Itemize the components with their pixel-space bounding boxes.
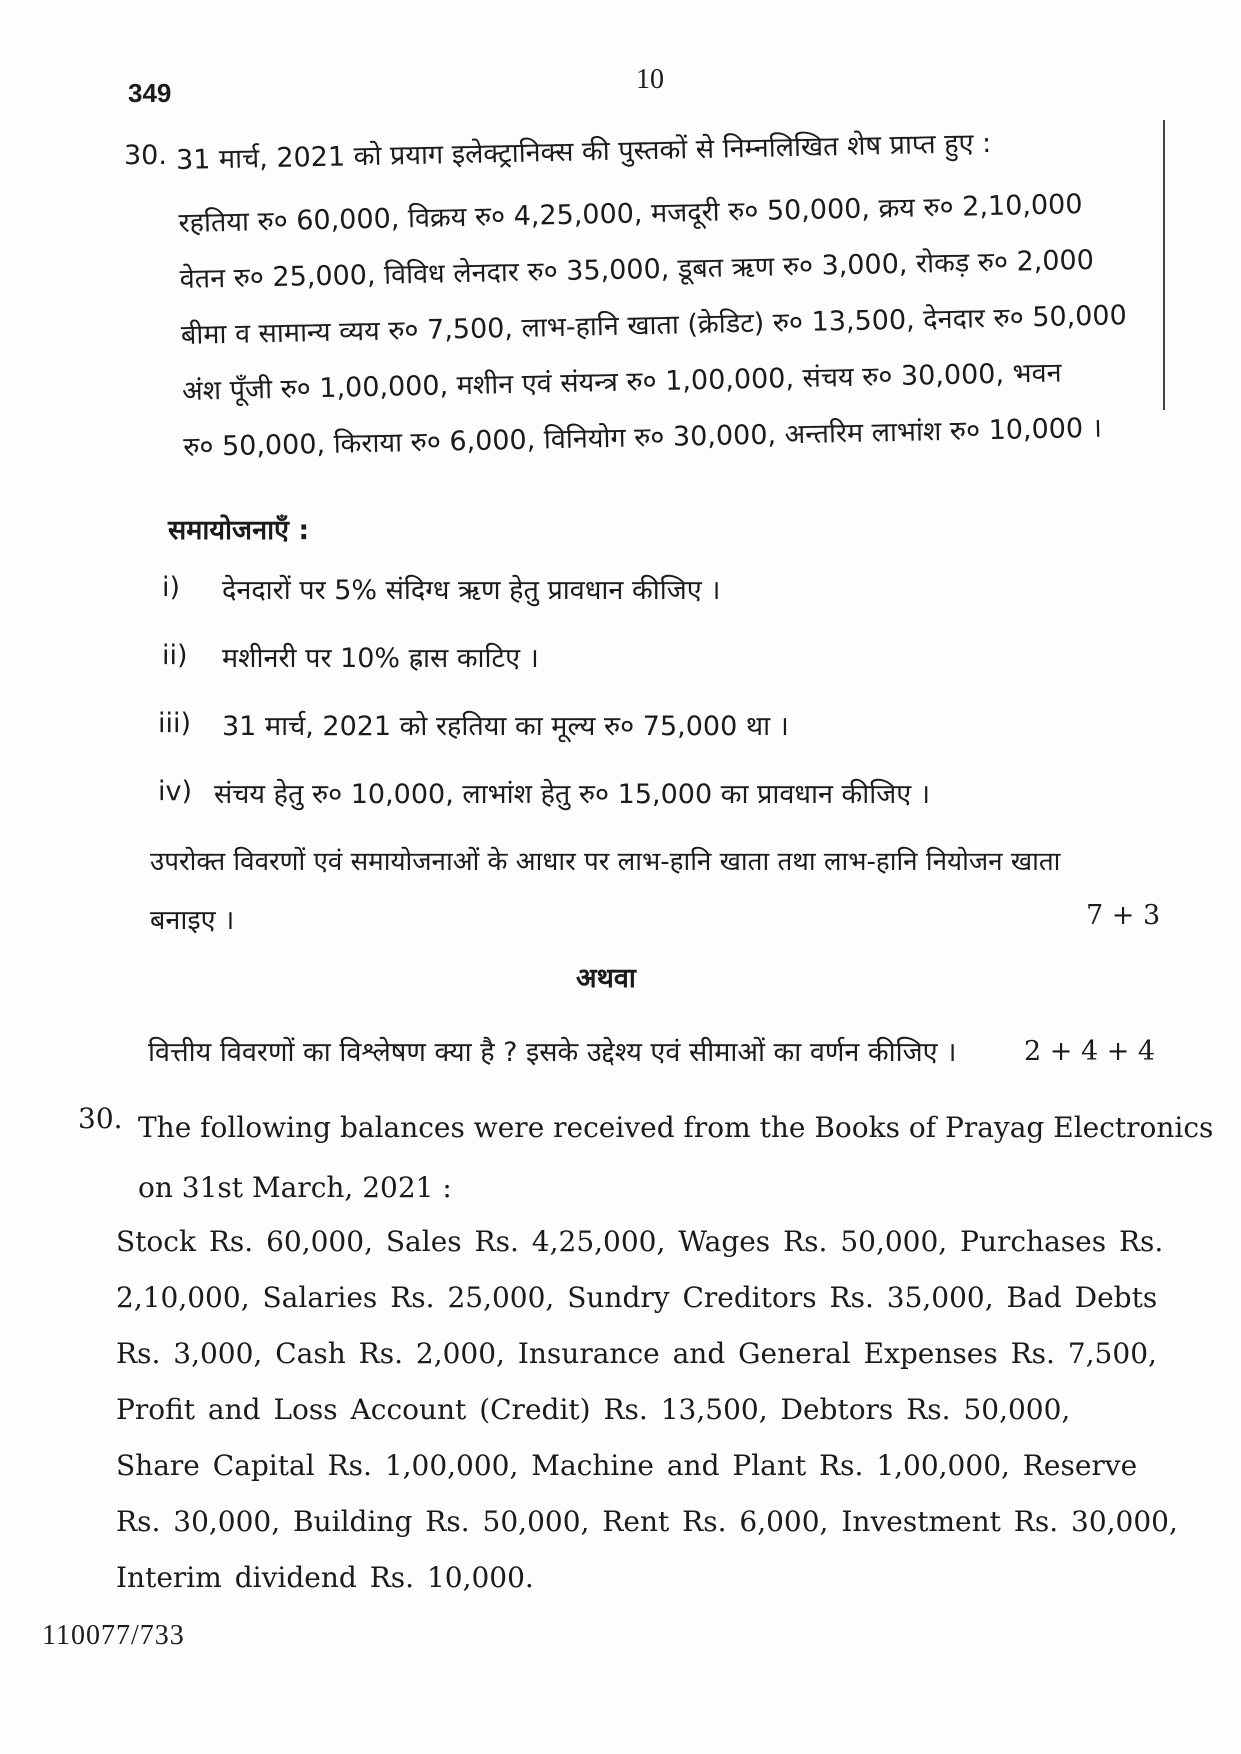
adjustment-text: मशीनरी पर 10% ह्रास काटिए । <box>222 643 539 674</box>
hindi-balances <box>178 176 1130 476</box>
english-balance-line: 2,10,000, Salaries Rs. 25,000, Sundry Creditors Rs. 35,000, Bad Debts <box>116 1281 1158 1314</box>
margin-rule <box>1163 120 1165 410</box>
adjustment-number: iii) <box>158 708 192 739</box>
adjustment-number: iv) <box>158 776 193 807</box>
hindi-balance-line: बीमा व सामान्य व्यय रु० 7,500, लाभ-हानि खाता (क्रेडिट) रु० 13,500, देनदार रु० 50,000 <box>180 300 1128 351</box>
english-balance-line: Share Capital Rs. 1,00,000, Machine and Plant Rs. 1,00,000, Reserve <box>116 1449 1138 1482</box>
english-balances <box>116 1214 1178 1606</box>
page-number: 10 <box>636 64 664 95</box>
english-question-title <box>138 1098 1213 1218</box>
adjustment-text: 31 मार्च, 2021 को रहतिया का मूल्य रु० 75,000 था । <box>222 711 789 742</box>
paper-code-top: 349 <box>128 78 172 108</box>
adjustment-text: देनदारों पर 5% संदिग्ध ऋण हेतु प्रावधान कीजिए । <box>222 575 721 606</box>
hindi-question-number: 30. <box>124 140 167 171</box>
adjustments-heading: समायोजनाएँ : <box>168 515 310 546</box>
hindi-balance-line: वेतन रु० 25,000, विविध लेनदार रु० 35,000, डूबत ऋण रु० 3,000, रोकड़ रु० 2,000 <box>179 244 1095 295</box>
english-title-line: on 31st March, 2021 : <box>138 1171 452 1204</box>
english-balance-line: Profit and Loss Account (Credit) Rs. 13,500, Debtors Rs. 50,000, <box>116 1393 1071 1426</box>
adjustment-number: ii) <box>162 640 188 671</box>
alternative-marks: 2 + 4 + 4 <box>1024 1036 1156 1067</box>
marks: 7 + 3 <box>1086 900 1161 931</box>
alternative-question: वित्तीय विवरणों का विश्लेषण क्या है ? इसके उद्देश्य एवं सीमाओं का वर्णन कीजिए । <box>148 1037 957 1068</box>
hindi-instruction-line: उपरोक्त विवरणों एवं समायोजनाओं के आधार पर लाभ-हानि खाता तथा लाभ-हानि नियोजन खाता <box>150 847 1061 877</box>
hindi-instruction-line: बनाइए । <box>150 905 235 936</box>
hindi-balance-line: अंश पूँजी रु० 1,00,000, मशीन एवं संयन्त्र रु० 1,00,000, संचय रु० 30,000, भवन <box>181 357 1062 407</box>
adjustment-number: i) <box>162 572 181 603</box>
english-balance-line: Rs. 30,000, Building Rs. 50,000, Rent Rs. 6,000, Investment Rs. 30,000, <box>116 1505 1178 1538</box>
adjustment-text: संचय हेतु रु० 10,000, लाभांश हेतु रु० 15,000 का प्रावधान कीजिए । <box>214 779 931 810</box>
english-question-number: 30. <box>78 1102 123 1135</box>
english-balance-line: Stock Rs. 60,000, Sales Rs. 4,25,000, Wages Rs. 50,000, Purchases Rs. <box>116 1225 1164 1258</box>
hindi-balance-line: रु० 50,000, किराया रु० 6,000, विनियोग रु० 30,000, अन्तरिम लाभांश रु० 10,000 । <box>182 412 1103 463</box>
or-label: अथवा <box>576 963 636 994</box>
english-balance-line: Rs. 3,000, Cash Rs. 2,000, Insurance and General Expenses Rs. 7,500, <box>116 1337 1157 1370</box>
footer-paper-code: 110077/733 <box>42 1620 185 1651</box>
hindi-question-title: 31 मार्च, 2021 को प्रयाग इलेक्ट्रानिक्स की पुस्तकों से निम्नलिखित शेष प्राप्त हुए : <box>175 127 992 176</box>
english-title-line: The following balances were received from the Books of Prayag Electronics <box>138 1111 1214 1144</box>
hindi-balance-line: रहतिया रु० 60,000, विक्रय रु० 4,25,000, मजदूरी रु० 50,000, क्रय रु० 2,10,000 <box>178 189 1083 239</box>
english-balance-line: Interim dividend Rs. 10,000. <box>116 1561 534 1594</box>
